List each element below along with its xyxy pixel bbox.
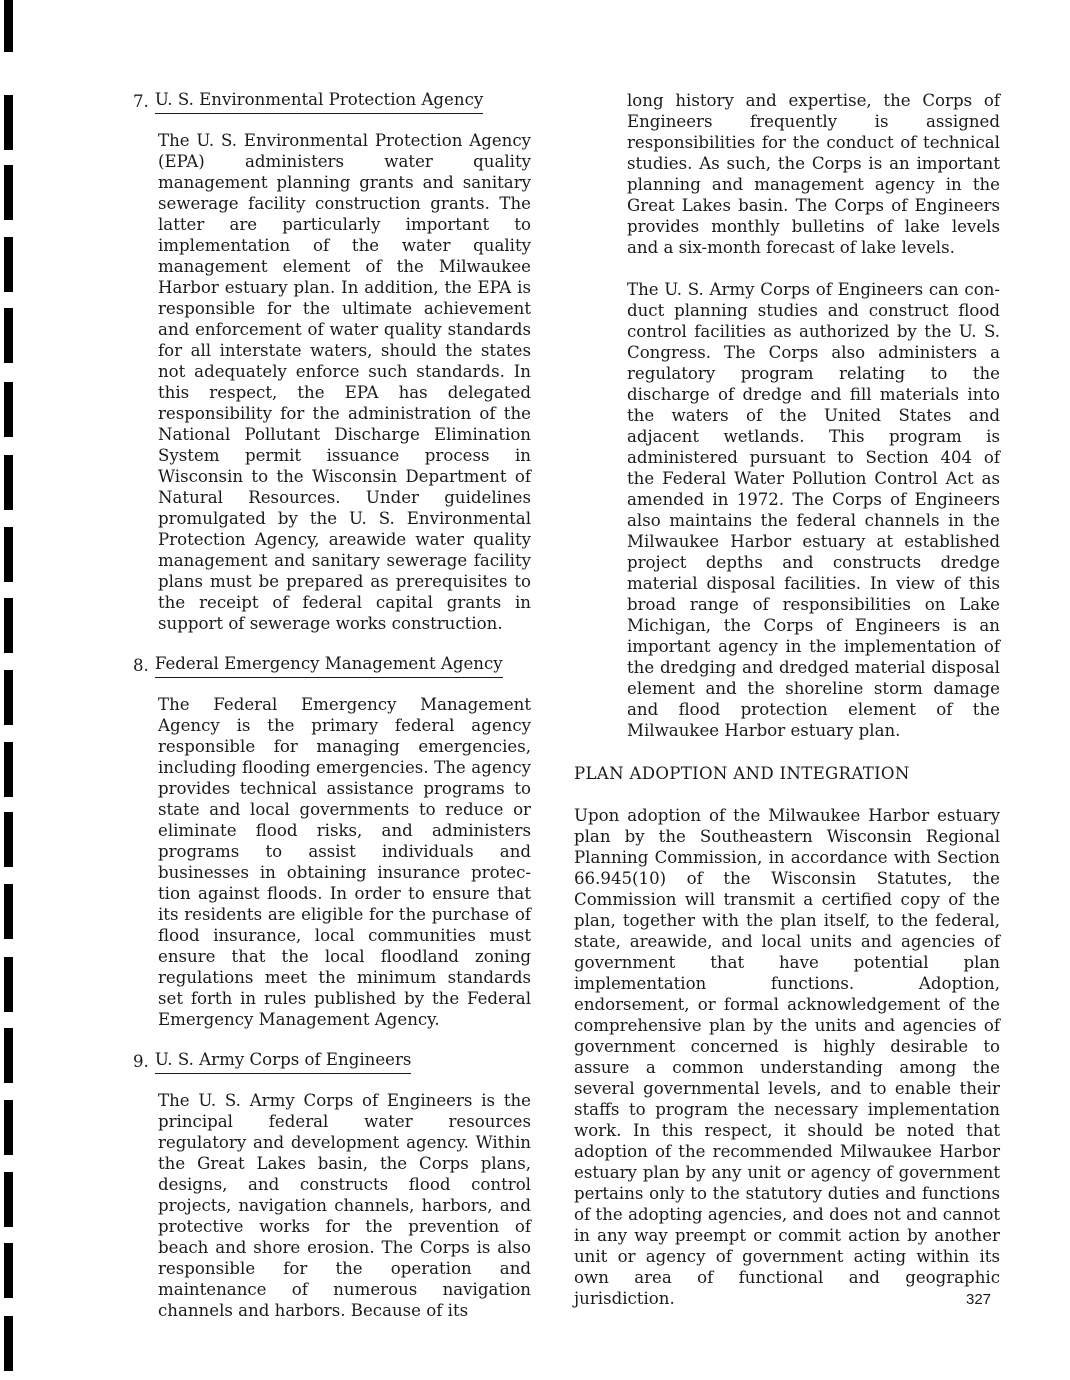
continued-paragraph: The U. S. Army Corps of Engineers can conduct planning studies and construct flood control facilities as authorized by the U. S. Congress. The Corps also administers a regulatory program relating to the discharge of dredge and fill materials into the waters of the United States and adjacent wetlands. This program is administered pursuant to Section 404 of the Federal Water Pollution Control Act as amended in 1972. The Corps of Engineers also maintains the federal channels in the Milwaukee Harbor estuary at established project depths and constructs dredge material disposal facilities. In view of this broad range of responsibilities on Lake Michigan, the Corps of Engineers is an important agency in the implementation of the dredging and dredged material disposal element and the shoreline storm damage and flood protection element of the Milwaukee Harbor estuary plan. [627,280,1000,740]
section-fema [133,654,531,1030]
margin-mark [4,455,13,510]
left-column [133,90,531,1321]
plan-adoption-paragraph: Upon adoption of the Milwaukee Harbor estuary plan by the Southeastern Wisconsin Regional Planning Commission, in accordance with Section 66.945(10) of the Wisconsin Statutes, the Commission will transmit a certified copy of the plan, together with the plan itself, to the federal, state, areawide, and local units and agencies of government that have potential plan implementation functions. Adoption, endorsement, or formal acknowledgement of the comprehensive plan by the units and agencies of government concerned is highly desirable to assure a common understanding among the several governmental levels, and to enable their staffs to program the necessary implementation work. In this respect, it should be noted that adoption of the recommended Milwaukee Harbor estuary plan by any unit or agency of government pertains only to the statutory duties and functions of the adopting agencies, and does not and cannot in any way preempt or commit action by another unit or agency of government acting within its own area of functional and geographic jurisdiction. [574,806,1000,1308]
right-column [574,90,1000,1309]
section-heading [133,90,531,114]
section-body: The U. S. Environmental Protection Agency (EPA) administers water quality management planning grants and sanitary sewerage facility construction grants. The latter are particularly important to implementation of the water quality management element of the Milwaukee Harbor estuary plan. In addition, the EPA is responsible for the ultimate achievement and enforcement of water quality standards for all interstate waters, should the states not adequately enforce such standards. In this respect, the EPA has delegated responsibility for the administration of the National Pollutant Discharge Elimination System permit issuance process in Wisconsin to the Wisconsin Department of Natural Resources. Under guidelines promulgated by the U. S. Environmental Protection Agency, areawide water quality management and sanitary sewerage facility plans must be prepared as prerequisites to the receipt of federal capital grants in support of sewerage works construction. [158,131,531,633]
section-number: 9. [133,1052,149,1071]
section-body: The Federal Emergency Management Agency is the primary federal agency responsible for managing emergencies, including flooding emergencies. The agency provides technical assistance programs to state and local governments to reduce or eliminate flood risks, and administers programs to assist individuals and businesses in obtaining insurance protection against floods. In order to ensure that its residents are eligible for the purchase of flood insurance, local communities must ensure that the local floodland zoning regulations meet the minimum standards set forth in rules published by the Federal Emergency Management Agency. [158,695,531,1029]
plan-adoption-heading: PLAN ADOPTION AND INTEGRATION [574,764,910,783]
section-title: U. S. Environmental Protection Agency [155,90,483,114]
margin-mark [4,598,13,653]
continued-paragraph: long history and expertise, the Corps of Engineers frequently is assigned responsibilities for the conduct of technical studies. As such, the Corps is an important planning and management agency in the Great Lakes basin. The Corps of Engineers provides monthly bulletins of lake levels and a six-month forecast of lake levels. [627,91,1000,257]
margin-mark [4,0,13,52]
section-title: Federal Emergency Management Agency [155,654,503,678]
section-epa [133,90,531,634]
page-number: 327 [966,1291,992,1308]
margin-mark [4,884,13,939]
margin-mark [4,1028,13,1083]
margin-mark [4,382,13,437]
margin-mark [4,1172,13,1227]
margin-mark [4,812,13,867]
margin-mark [4,742,13,797]
margin-mark [4,670,13,725]
margin-mark [4,95,13,150]
section-heading [133,1050,531,1074]
margin-mark [4,165,13,220]
section-title: U. S. Army Corps of Engineers [155,1050,412,1074]
margin-mark [4,1100,13,1155]
section-army-corps [133,1050,531,1321]
section-body: The U. S. Army Corps of Engineers is the principal federal water resources regulatory and development agency. Within the Great Lakes basin, the Corps plans, designs, and constructs flood control projects, navigation channels, harbors, and protective works for the prevention of beach and shore erosion. The Corps is also responsible for the operation and maintenance of numerous navigation channels and harbors. Because of its [158,1091,531,1320]
margin-mark [4,308,13,363]
margin-mark [4,237,13,292]
section-number: 7. [133,92,149,111]
margin-mark [4,957,13,1012]
margin-mark [4,1316,13,1371]
margin-mark [4,1243,13,1298]
binding-margin-marks [0,0,20,1380]
margin-mark [4,527,13,582]
section-number: 8. [133,656,149,675]
section-heading [133,654,531,678]
